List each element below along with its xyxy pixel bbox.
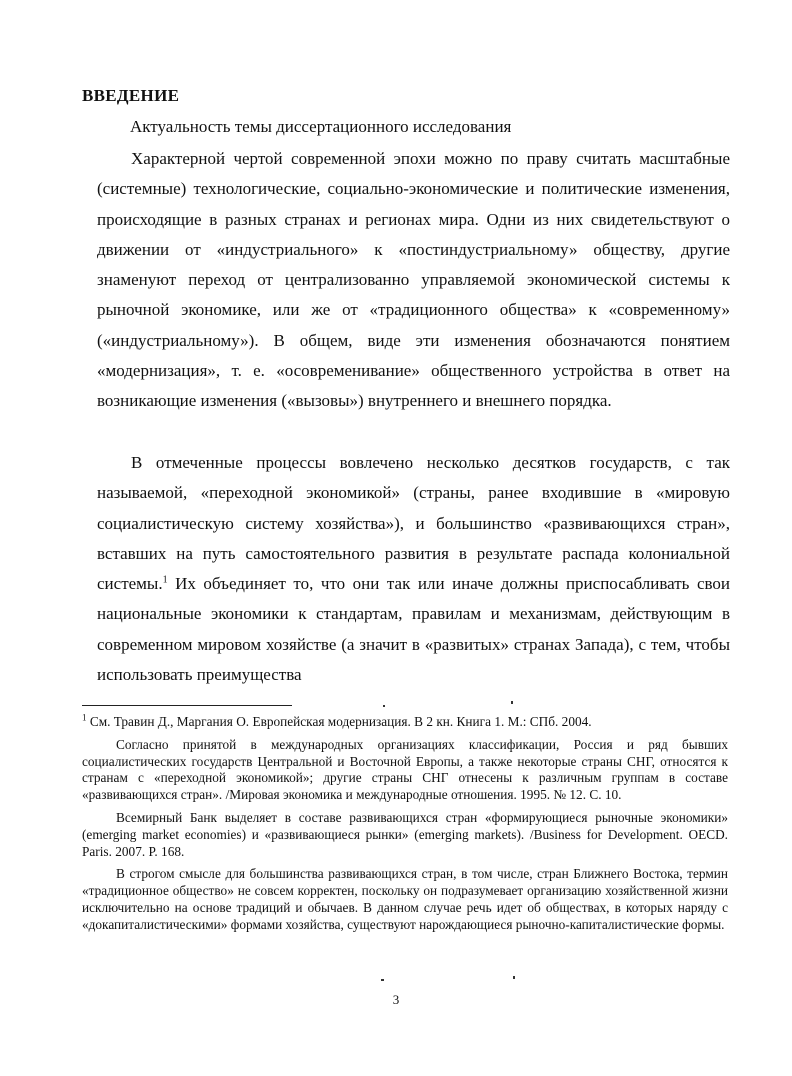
scan-speck [381, 979, 384, 981]
scan-speck [513, 976, 515, 979]
footnote-4: В строгом смысле для большинства развивающихся стран, в том числе, стран Ближнего Востока, термин «традиционное общество» не совсем корректен, поскольку он подразумевает организацию хозяйственной жизни исключительно на основе традиций и обычаев. В данном случае речь идет об обществах, в которых наряду с «докапиталистическими» формами хозяйства, существуют нарождающиеся рыночно-капиталистические формы. [82, 866, 728, 932]
footnote-separator [82, 705, 292, 706]
footnote-3: Всемирный Банк выделяет в составе развивающихся стран «формирующиеся рыночные экономики» (emerging market economies) и «развивающиеся рынки» (emerging markets). /Business for Development. OECD. Paris. 2007. P. 168. [82, 809, 728, 859]
footnote-reference-1: 1 [162, 574, 168, 586]
page-number: 3 [392, 992, 400, 1007]
footnote-1 [82, 714, 728, 731]
body-paragraph-2 [97, 448, 730, 690]
body-paragraph-2-part-1: В отмеченные процессы вовлечено несколько десятков государств, с так называемой, «переходной экономикой» (страны, ранее входившие в «мировую социалистическую систему хозяйства»), и большинство «развивающихся стран», вставших на путь самостоятельного развития в результате распада колониальной системы. [97, 453, 730, 594]
footnote-2: Согласно принятой в международных организациях классификации, Россия и ряд бывших социалистических государств Центральной и Восточной Европы, а также некоторые страны СНГ, относятся к странам с «переходной экономикой»; другие страны СНГ отнесены к различным группам в составе «развивающихся стран». /Мировая экономика и международные отношения. 1995. № 12. С. 10. [82, 736, 728, 803]
footnote-1-text: См. Травин Д., Маргания О. Европейская модернизация. В 2 кн. Книга 1. М.: СПб. 2004. [86, 714, 592, 729]
scan-speck [383, 705, 385, 707]
page-heading: ВВЕДЕНИЕ [82, 86, 180, 105]
body-paragraph-2-part-2: Их объединяет то, что они так или иначе должны приспосабливать свои национальные экономики к стандартам, правилам и механизмам, действующим в современном мировом хозяйстве (а значит в «развитых» странах Запада), с тем, чтобы использовать преимущества [97, 574, 730, 685]
scan-speck [511, 701, 513, 704]
section-subheading: Актуальность темы диссертационного исследования [130, 117, 512, 136]
body-paragraph-1: Характерной чертой современной эпохи можно по праву считать масштабные (системные) технологические, социально-экономические и политические изменения, происходящие в разных странах и регионах мира. Одни из них свидетельствуют о движении от «индустриального» к «постиндустриальному» обществу, другие знаменуют переход от централизованно управляемой экономической системы к рыночной экономике, или же от «традиционного общества» к «современному» («индустриальному»). В общем, виде эти изменения обозначаются понятием «модернизация», т. е. «осовременивание» общественного устройства в ответ на возникающие изменения («вызовы») внутреннего и внешнего порядка. [97, 149, 730, 411]
footnote-marker: 1 [82, 712, 87, 723]
footnotes-block [82, 714, 728, 940]
